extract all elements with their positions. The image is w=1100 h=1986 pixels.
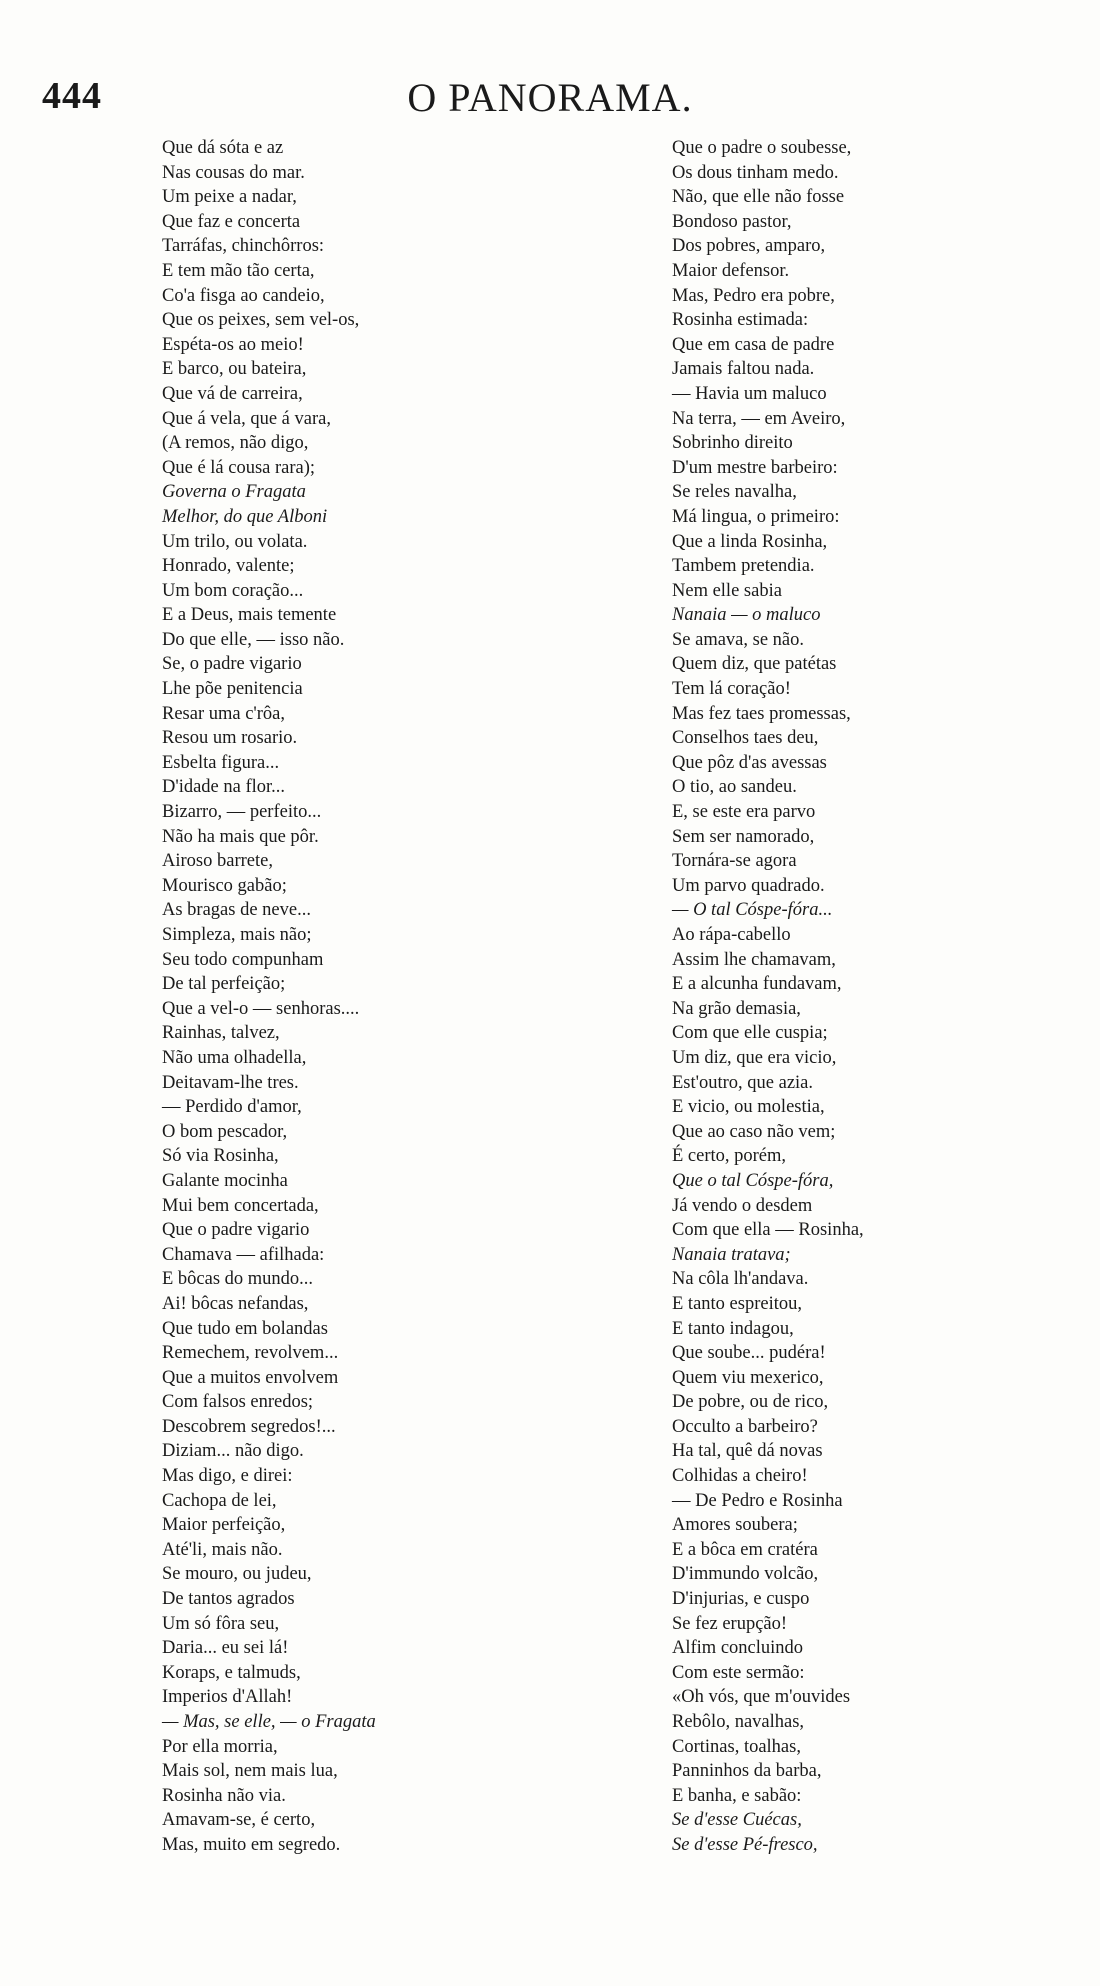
verse-line: «Oh vós, que m'ouvides bbox=[672, 1687, 851, 1708]
verse-line: E a alcunha fundavam, bbox=[672, 974, 842, 995]
verse-line: Um diz, que era vicio, bbox=[672, 1047, 837, 1068]
poem-column-left bbox=[162, 136, 482, 1858]
verse-line: Sobrinho direito bbox=[672, 433, 793, 454]
verse-line: Que dá sóta e az bbox=[162, 138, 284, 158]
verse-line: Nanaia — o maluco bbox=[672, 605, 821, 626]
verse-line: Um parvo quadrado. bbox=[672, 875, 825, 896]
verse-line: — Mas, se elle, — o Fragata bbox=[162, 1712, 376, 1732]
verse-line: Com falsos enredos; bbox=[162, 1392, 314, 1413]
verse-line: Que o padre vigario bbox=[162, 1220, 310, 1241]
verse-line: Esbelta figura... bbox=[162, 752, 280, 773]
verse-line: Tem lá coração! bbox=[672, 679, 791, 700]
verse-line: Rosinha estimada: bbox=[672, 310, 809, 331]
verse-line: Que a muitos envolvem bbox=[162, 1367, 339, 1388]
verse-line: Que os peixes, sem vel-os, bbox=[162, 310, 360, 331]
verse-line: Daria... eu sei lá! bbox=[162, 1638, 289, 1659]
verse-line: Conselhos taes deu, bbox=[672, 728, 819, 749]
verse-line: Se d'esse Cuécas, bbox=[672, 1810, 802, 1831]
verse-line: E tanto espreitou, bbox=[672, 1293, 802, 1314]
verse-line: De pobre, ou de rico, bbox=[672, 1392, 829, 1413]
verse-line: Com que elle cuspia; bbox=[672, 1023, 828, 1044]
verse-line: Chamava — afilhada: bbox=[162, 1244, 325, 1265]
verse-line: Jamais faltou nada. bbox=[672, 359, 815, 380]
verse-line: Que soube... pudéra! bbox=[672, 1343, 826, 1364]
verse-line: Colhidas a cheiro! bbox=[672, 1466, 808, 1487]
verse-line: Que á vela, que á vara, bbox=[162, 408, 331, 429]
verse-line: — De Pedro e Rosinha bbox=[672, 1490, 843, 1511]
verse-line: Resar uma c'rôa, bbox=[162, 703, 286, 724]
verse-line: Ha tal, quê dá novas bbox=[672, 1441, 823, 1462]
verse-line: Remechem, revolvem... bbox=[162, 1343, 339, 1364]
verse-line: Na côla lh'andava. bbox=[672, 1269, 809, 1290]
verse-line: Deitavam-lhe tres. bbox=[162, 1072, 299, 1093]
verse-line: Mourisco gabão; bbox=[162, 875, 287, 896]
verse-line: Assim lhe chamavam, bbox=[672, 949, 836, 970]
verse-line: Se fez erupção! bbox=[672, 1613, 788, 1634]
verse-line: Simpleza, mais não; bbox=[162, 925, 312, 945]
verse-line: Com que ella — Rosinha, bbox=[672, 1220, 864, 1241]
verse-line: Não, que elle não fosse bbox=[672, 187, 845, 208]
verse-line: Que a linda Rosinha, bbox=[672, 531, 828, 552]
verse-line: Mais sol, nem mais lua, bbox=[162, 1761, 338, 1782]
verse-line: Seu todo compunham bbox=[162, 949, 324, 970]
verse-line: Se, o padre vigario bbox=[162, 654, 302, 675]
verse-line: O bom pescador, bbox=[162, 1121, 288, 1142]
verse-line: Que faz e concerta bbox=[162, 211, 301, 232]
verse-line: Descobrem segredos!... bbox=[162, 1416, 336, 1437]
verse-line: De tantos agrados bbox=[162, 1589, 295, 1610]
verse-line: Melhor, do que Alboni bbox=[162, 506, 328, 527]
verse-line: Quem viu mexerico, bbox=[672, 1367, 824, 1388]
verse-line: Mas, muito em segredo. bbox=[162, 1834, 341, 1855]
verse-line: Que ao caso não vem; bbox=[672, 1121, 836, 1142]
verse-line: Mas fez taes promessas, bbox=[672, 703, 851, 724]
verse-line: É certo, porém, bbox=[672, 1146, 787, 1167]
verse-line: Com este sermão: bbox=[672, 1662, 805, 1683]
verse-line: D'um mestre barbeiro: bbox=[672, 457, 838, 478]
verse-line: Um trilo, ou volata. bbox=[162, 531, 308, 552]
verse-line: Que tudo em bolandas bbox=[162, 1318, 328, 1339]
verse-line: Honrado, valente; bbox=[162, 556, 295, 577]
verse-line: Ai! bôcas nefandas, bbox=[162, 1293, 309, 1314]
verse-line: — Perdido d'amor, bbox=[162, 1097, 302, 1118]
verse-line: D'immundo volcão, bbox=[672, 1564, 819, 1585]
verse-line: E tem mão tão certa, bbox=[162, 260, 315, 281]
verse-line: Só via Rosinha, bbox=[162, 1146, 279, 1167]
verse-line: Rebôlo, navalhas, bbox=[672, 1712, 805, 1732]
verse-line: Má lingua, o primeiro: bbox=[672, 506, 840, 527]
verse-line: E, se este era parvo bbox=[672, 802, 816, 823]
verse-line: Sem ser namorado, bbox=[672, 826, 815, 847]
verse-line: Diziam... não digo. bbox=[162, 1441, 304, 1462]
verse-line: Cortinas, toalhas, bbox=[672, 1736, 801, 1757]
verse-line: E a Deus, mais temente bbox=[162, 605, 337, 626]
verse-line: — O tal Cóspe-fóra... bbox=[672, 900, 833, 921]
page-number: 444 bbox=[42, 75, 102, 117]
verse-line: Que a vel-o — senhoras.... bbox=[162, 998, 360, 1019]
verse-line: Não ha mais que pôr. bbox=[162, 826, 319, 847]
verse-line: Que vá de carreira, bbox=[162, 383, 303, 404]
verse-line: Se d'esse Pé-fresco, bbox=[672, 1834, 818, 1855]
verse-line: E banha, e sabão: bbox=[672, 1785, 802, 1806]
verse-line: Lhe põe penitencia bbox=[162, 679, 303, 700]
verse-line: Um bom coração... bbox=[162, 580, 304, 601]
verse-line: Ao rápa-cabello bbox=[672, 925, 791, 945]
verse-line: (A remos, não digo, bbox=[162, 433, 309, 454]
verse-line: Que pôz d'as avessas bbox=[672, 752, 827, 773]
verse-line: E barco, ou bateira, bbox=[162, 359, 307, 380]
verse-line: Mui bem concertada, bbox=[162, 1195, 319, 1216]
verse-line: Governa o Fragata bbox=[162, 482, 306, 503]
verse-line: Se amava, se não. bbox=[672, 629, 805, 650]
verse-line: Tarráfas, chinchôrros: bbox=[162, 236, 325, 257]
verse-line: Koraps, e talmuds, bbox=[162, 1662, 301, 1683]
verse-line: Est'outro, que azia. bbox=[672, 1072, 814, 1093]
verse-line: Que o padre o soubesse, bbox=[672, 138, 852, 158]
verse-line: Que em casa de padre bbox=[672, 334, 835, 355]
verse-line: Se mouro, ou judeu, bbox=[162, 1564, 312, 1585]
verse-line: Occulto a barbeiro? bbox=[672, 1416, 818, 1437]
verse-line: Maior defensor. bbox=[672, 260, 790, 281]
verse-line: Mas, Pedro era pobre, bbox=[672, 285, 835, 306]
verse-line: Dos pobres, amparo, bbox=[672, 236, 826, 257]
verse-line: Co'a fisga ao candeio, bbox=[162, 285, 325, 306]
verse-line: Na grão demasia, bbox=[672, 998, 801, 1019]
verse-line: — Havia um maluco bbox=[672, 383, 827, 404]
verse-line: Nas cousas do mar. bbox=[162, 162, 305, 183]
verse-line: Imperios d'Allah! bbox=[162, 1687, 293, 1708]
verse-line: Bondoso pastor, bbox=[672, 211, 792, 232]
verse-line: Até'li, mais não. bbox=[162, 1539, 283, 1560]
verse-line: Nem elle sabia bbox=[672, 580, 782, 601]
verse-line: Mas digo, e direi: bbox=[162, 1466, 293, 1487]
verse-line: E vicio, ou molestia, bbox=[672, 1097, 825, 1118]
verse-line: Quem diz, que patétas bbox=[672, 654, 837, 675]
verse-line: Não uma olhadella, bbox=[162, 1047, 307, 1068]
verse-line: Amores soubera; bbox=[672, 1515, 798, 1536]
verse-line: Maior perfeição, bbox=[162, 1515, 286, 1536]
verse-line: Alfim concluindo bbox=[672, 1638, 804, 1659]
verse-line: E bôcas do mundo... bbox=[162, 1269, 314, 1290]
verse-line: D'injurias, e cuspo bbox=[672, 1589, 810, 1610]
running-head-title: O PANORAMA. bbox=[407, 75, 693, 120]
verse-line: Se reles navalha, bbox=[672, 482, 797, 503]
verse-line: E a bôca em cratéra bbox=[672, 1539, 818, 1560]
verse-line: Um peixe a nadar, bbox=[162, 187, 297, 208]
verse-line: Espéta-os ao meio! bbox=[162, 334, 304, 355]
verse-line: Bizarro, — perfeito... bbox=[162, 802, 322, 823]
verse-line: De tal perfeição; bbox=[162, 974, 286, 995]
verse-line: Tornára-se agora bbox=[672, 851, 797, 872]
verse-line: Galante mocinha bbox=[162, 1170, 288, 1191]
verse-line: Tambem pretendia. bbox=[672, 556, 815, 577]
verse-line: D'idade na flor... bbox=[162, 777, 286, 798]
verse-line: Nanaia tratava; bbox=[672, 1244, 791, 1265]
verse-line: Que é lá cousa rara); bbox=[162, 457, 316, 478]
verse-line: As bragas de neve... bbox=[162, 900, 311, 921]
verse-line: Já vendo o desdem bbox=[672, 1195, 813, 1216]
verse-line: Do que elle, — isso não. bbox=[162, 629, 345, 650]
verse-line: Amavam-se, é certo, bbox=[162, 1810, 316, 1831]
poem-column-right bbox=[672, 136, 1002, 1858]
verse-line: Rainhas, talvez, bbox=[162, 1023, 280, 1044]
verse-line: Resou um rosario. bbox=[162, 728, 298, 749]
verse-line: O tio, ao sandeu. bbox=[672, 777, 797, 798]
verse-line: Os dous tinham medo. bbox=[672, 162, 839, 183]
verse-line: Airoso barrete, bbox=[162, 851, 273, 872]
verse-line: Cachopa de lei, bbox=[162, 1490, 277, 1511]
verse-line: Que o tal Cóspe-fóra, bbox=[672, 1170, 834, 1191]
verse-line: Por ella morria, bbox=[162, 1736, 278, 1757]
verse-line: Rosinha não via. bbox=[162, 1785, 286, 1806]
verse-line: Panninhos da barba, bbox=[672, 1761, 822, 1782]
verse-line: Um só fôra seu, bbox=[162, 1613, 280, 1634]
verse-line: Na terra, — em Aveiro, bbox=[672, 408, 846, 429]
verse-line: E tanto indagou, bbox=[672, 1318, 794, 1339]
